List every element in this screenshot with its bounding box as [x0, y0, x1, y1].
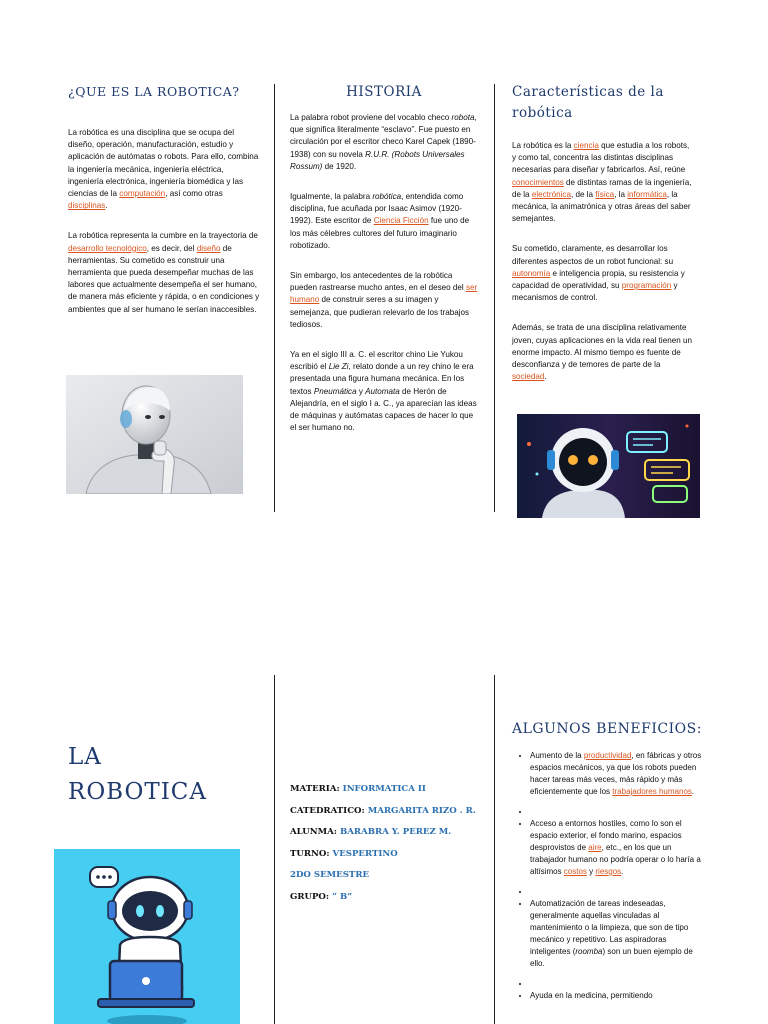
brochure-outside-page	[0, 660, 768, 1024]
link-ciencia[interactable]: ciencia	[573, 141, 599, 150]
link-autonomia[interactable]: autonomía	[512, 268, 551, 278]
cover-title-line2: ROBOTICA	[68, 779, 207, 805]
info-materia: MATERIA: INFORMATICA II	[290, 784, 426, 794]
link-aire[interactable]: aire	[588, 843, 602, 852]
fold-divider-right	[494, 84, 495, 512]
paragraph-asimov: Igualmente, la palabra robótica, entendida como disciplina, fue acuñada por Isaac Asimov (1920-1992). Este escritor de Ciencia Ficción fue uno de los más célebres cultores del futuro imaginario robotizado.	[290, 192, 470, 250]
link-costos[interactable]: costos	[563, 867, 587, 876]
paragraph-origen-palabra: La palabra robot proviene del vocablo checo robota, que significa literalmente “esclavo”. Fue puesto en circulación por el escritor checo Karel Capek (1890-1938) con su novela R.U.R. (Robots Universales Rossum) de 1920.	[290, 113, 477, 171]
paragraph-antecedentes: Sin embargo, los antecedentes de la robótica pueden rastrearse mucho antes, en el deseo del ser humano de construir seres a su imagen y semejanza, que pudieran relevarlo de los trabajos tediosos.	[290, 271, 478, 329]
column-que-es	[68, 84, 260, 316]
cover-title-line1: LA	[68, 744, 102, 770]
link-riesgos[interactable]: riesgos	[595, 867, 622, 876]
info-turno: TURNO: VESPERTINO	[290, 848, 398, 859]
link-conocimientos[interactable]: conocimientos	[512, 177, 564, 187]
fold-divider-left-bottom	[274, 675, 275, 1024]
paragraph-disciplina-joven: Además, se trata de una disciplina relativamente joven, cuyas aplicaciones en la vida real tienen un enorme impacto. Al mismo tiempo es fuente de desconfianza y de temores de parte de la sociedad.	[512, 323, 692, 382]
list-item-empty	[530, 806, 702, 810]
list-item-productividad: • Aumento de la productividad, en fábricas y otros espacios mecánicos, ya que los robots pueden hacer tareas más veces, más rápido y más eficientemente que los trabajadores humanos.	[530, 750, 702, 798]
paragraph-cometido: Su cometido, claramente, es desarrollar los diferentes aspectos de un robot funcional: su autonomía e inteligencia propia, su resistencia y capacidad de operatividad, su programación y mecanismos de control.	[512, 244, 685, 303]
link-desarrollo-tecnologico[interactable]: desarrollo tecnológico	[68, 243, 147, 253]
link-electronica[interactable]: electrónica	[531, 189, 571, 199]
info-semestre: 2DO SEMESTRE	[290, 870, 370, 880]
column-caracteristicas	[512, 82, 694, 383]
student-info-column	[290, 784, 480, 913]
cover-column	[68, 740, 258, 810]
section-title-beneficios: ALGUNOS BENEFICIOS:	[512, 721, 702, 737]
list-item-entornos-hostiles: • Acceso a entornos hostiles, como lo son el espacio exterior, el fondo marino, espacios desprovistos de aire, etc., en los que un trabajador humano no podría operar o lo haría a altísimos costos y riesgos.	[530, 818, 702, 878]
column-historia	[290, 84, 478, 434]
benefits-column	[512, 718, 702, 1010]
link-diseno[interactable]: diseño	[196, 243, 221, 253]
neon-robot-image	[517, 414, 700, 518]
link-disciplinas[interactable]: disciplinas	[68, 201, 106, 211]
info-catedratico: CATEDRATICO: MARGARITA RIZO . R.	[290, 805, 476, 816]
list-item-automatizacion: • Automatización de tareas indeseadas, generalmente aquellas vinculadas al mantenimiento o la limpieza, que son de tipo mecánico y repetitivo. Las aspiradoras inteligentes (roomba) son un buen ejemplo de ello.	[530, 898, 702, 970]
paragraph-ciencia: La robótica es la ciencia que estudia a los robots, y como tal, concentra las distintas disciplinas necesarias para diseñar y fabricarlos. Así, reúne conocimientos de distintas ramas de la ingeniería, de la electrónica, de la física, la informática, la mecánica, la animatrónica y otras áreas del saber semejantes.	[512, 141, 692, 224]
link-sociedad[interactable]: sociedad	[512, 372, 545, 382]
section-title-que-es: ¿QUE ES LA ROBOTICA?	[68, 84, 240, 99]
info-alumna: ALUNMA: BARABRA Y. PEREZ M.	[290, 827, 452, 837]
link-fisica[interactable]: física	[595, 189, 615, 199]
thinking-robot-image	[66, 375, 243, 494]
fold-divider-left	[274, 84, 275, 512]
link-trabajadores-humanos[interactable]: trabajadores humanos	[612, 787, 692, 796]
list-item-empty	[530, 886, 702, 890]
robot-laptop-image	[54, 849, 240, 1024]
section-title-caracteristicas: Características de la robótica	[512, 84, 664, 121]
link-informatica[interactable]: informática	[627, 189, 667, 199]
info-grupo: GRUPO: “ B”	[290, 891, 353, 902]
benefits-list	[512, 750, 702, 1002]
link-computacion[interactable]: computación	[119, 189, 166, 199]
paragraph-siglo-iii: Ya en el siglo III a. C. el escritor chino Lie Yukou escribió el Lie Zi, relato donde a un rey chino le era presentada una figura humana mecánica. En los textos Pneumática y Automata de Herón de Alejandría, en el siglo I a. C., ya aparecían las ideas de máquinas y autómatas capaces de hacer lo que el ser humano no.	[290, 350, 477, 433]
paragraph-cumbre: La robótica representa la cumbre en la trayectoria de desarrollo tecnológico, es decir, del diseño de herramientas. Su cometido es construir una herramienta que pueda desempeñar muchas de las labores que actualmente desempeña el ser humano, de manera más eficiente y rápida, o en condiciones y ambientes que al ser humano le serían inaccesibles.	[68, 231, 260, 314]
section-title-historia: HISTORIA	[346, 84, 422, 100]
list-item-medicina: • Ayuda en la medicina, permitiendo	[530, 990, 702, 1002]
link-ciencia-ficcion[interactable]: Ciencia Ficción	[373, 216, 429, 226]
fold-divider-right-bottom	[494, 675, 495, 1024]
paragraph-definition: La robótica es una disciplina que se ocupa del diseño, operación, manufacturación, estudio y aplicación de autómatas o robots. Para ello, combina la ingeniería mecánica, ingeniería eléctrica, ingeniería electrónica, ingeniería biomédica y las ciencias de la computación, así como otras disciplinas.	[68, 128, 259, 211]
list-item-empty	[530, 978, 702, 982]
link-productividad[interactable]: productividad	[583, 751, 632, 760]
link-ser-humano[interactable]: ser humano	[290, 283, 478, 305]
link-programacion[interactable]: programación	[621, 281, 672, 291]
